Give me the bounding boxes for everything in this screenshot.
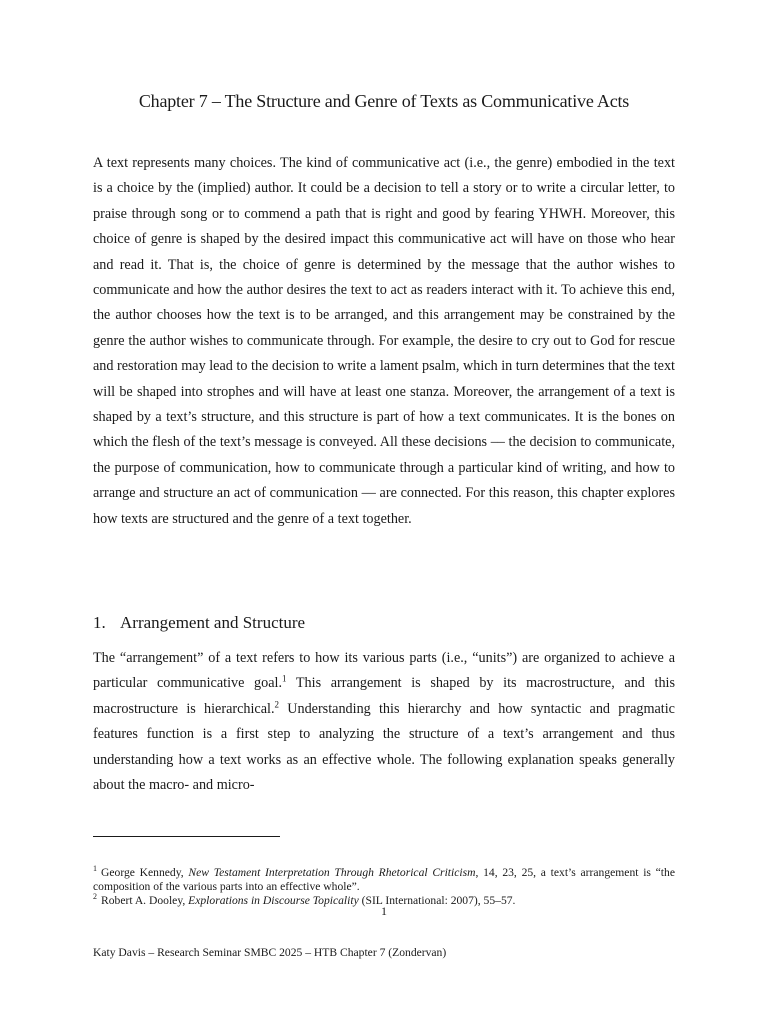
paragraph-text-2: This arrangement is shaped by its macrostructure, and this macrostructure is hierarchical. [93,675,675,717]
page-footer: Katy Davis – Research Seminar SMBC 2025 – HTB Chapter 7 (Zondervan) [93,946,447,959]
footnote-text: George Kennedy, [101,866,189,879]
footnote-ref-2[interactable]: 2 [274,699,279,710]
section-title: Arrangement and Structure [120,613,306,632]
footnote-ref-1[interactable]: 1 [282,673,287,684]
chapter-title: Chapter 7 – The Structure and Genre of Texts as Communicative Acts [138,91,630,111]
footnote-number: 2 [93,892,97,902]
footnote-title: Explorations in Discourse Topicality [188,894,359,907]
footnote-text: Robert A. Dooley, [101,894,189,907]
footnote-text: , 14, 23, 25, a text’s arrangement is “the composition of the various parts into an effective whole”. [93,866,675,893]
footnote-number: 1 [93,864,97,874]
footnote-text: (SIL International: 2007), 55–57. [358,894,516,907]
paragraph-text-1: The “arrangement” of a text refers to how its various parts (i.e., “units”) are organized to achieve a particular communicative goal. [93,650,675,692]
footnotes [93,866,675,908]
arrangement-paragraph [93,646,675,798]
section-number: 1. [93,613,106,632]
section-heading [93,611,305,635]
paragraph-text-3: Understanding this hierarchy and how syntactic and pragmatic features function is a first step to analyzing the structure of a text’s arrangement and thus understanding how a text works as an effective whole. The following explanation speaks generally about the macro- and micro- [93,700,675,794]
page-number: 1 [381,904,387,918]
footnote-separator [93,836,280,837]
footnote-1 [93,866,675,894]
footnote-title: New Testament Interpretation Through Rhetorical Criticism [188,866,476,879]
intro-paragraph: A text represents many choices. The kind of communicative act (i.e., the genre) embodied in the text is a choice by the (implied) author. It could be a decision to tell a story or to write a circular letter, to praise through song or to commend a path that is right and good by fearing YHWH. Moreover, this choice of genre is shaped by the desired impact this communicative act will have on those who hear and read it. That is, the choice of genre is determined by the message that the author wishes to communicate and how the author desires the text to act as readers interact with it. To achieve this end, the author chooses how the text is to be arranged, and this arrangement may be constrained by the genre the author wishes to communicate through. For example, the desire to cry out to God for rescue and restoration may lead to the decision to write a lament psalm, which in turn determines that the text will be shaped into strophes and will have at least one stanza. Moreover, the arrangement of a text is shaped by a text’s structure, and this structure is part of how a text communicates. It is the bones on which the flesh of the text’s message is conveyed. All these decisions –– the decision to communicate, the purpose of communication, how to communicate through a particular kind of writing, and how to arrange and structure an act of communication –– are connected. For this reason, this chapter explores how texts are structured and the genre of a text together. [93,155,675,527]
